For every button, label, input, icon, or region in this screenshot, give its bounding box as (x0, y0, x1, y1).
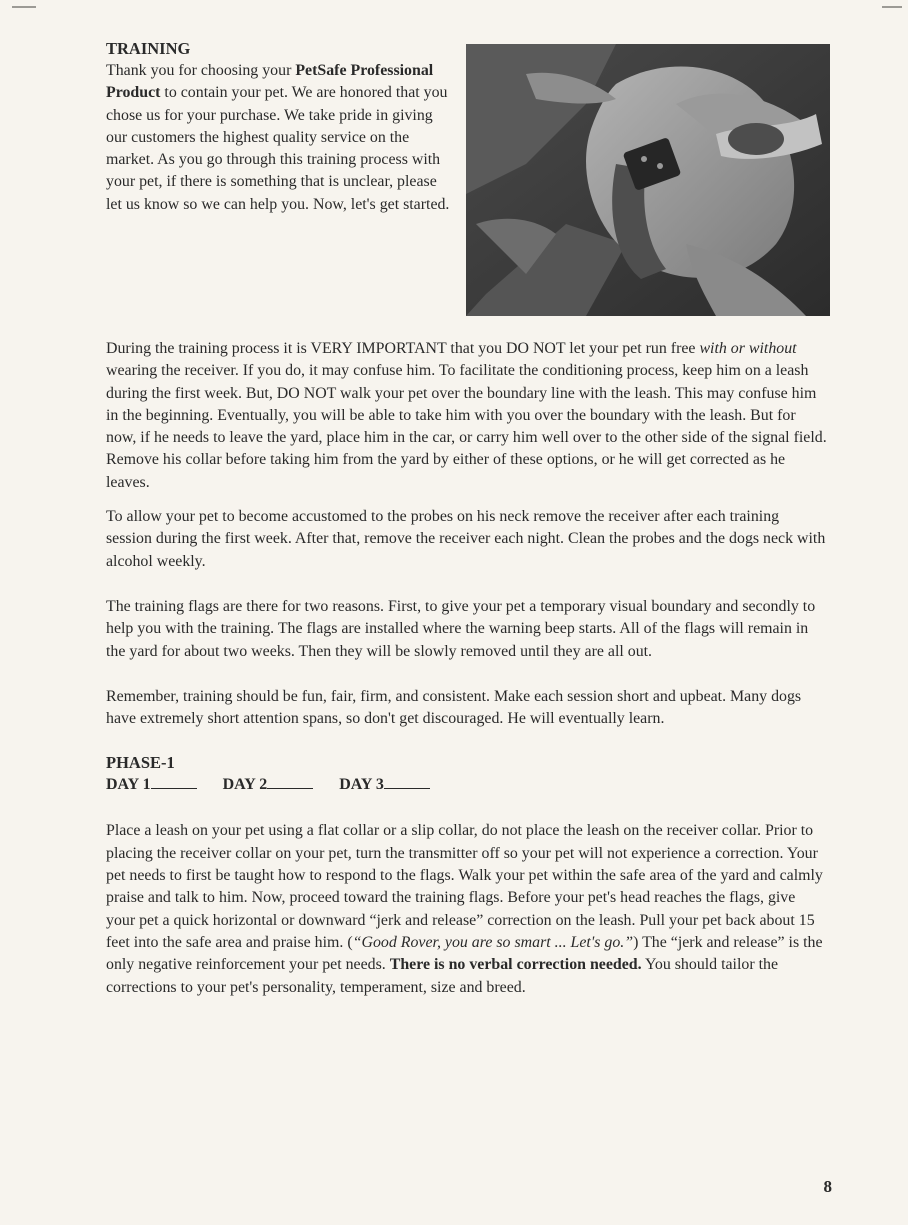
day-item (223, 774, 314, 796)
para5-text-1: Place a leash on your pet using a flat collar or a slip collar, do not place the leash on the receiver collar. Prior to placing the receiver collar on your pet, turn the transmitter off so your pet will not experience a correction. Your pet needs to first be taught how to respond to the flags. Walk your pet within the safe area of the yard and calmly praise and talk to him. Now, proceed toward the training flags. Before your pet's head reaches the flags, give your pet a quick horizontal or downward “jerk and release” correction on the leash. Pull your pet back about 15 feet into the safe area and praise him. ( (106, 822, 823, 951)
section-heading: TRAINING (106, 39, 191, 58)
intro-paragraph (106, 60, 454, 216)
day-label: DAY 1 (106, 776, 151, 794)
probes-paragraph: To allow your pet to become accustomed to the probes on his neck remove the receiver after each training session during the first week. After that, remove the receiver each night. Clean the probes and the dogs neck with alcohol weekly. (106, 508, 826, 570)
page-number: 8 (823, 1177, 832, 1196)
phase-heading: PHASE-1 (106, 753, 175, 773)
para5-italic: “Good Rover, you are so smart ... Let's go.” (352, 933, 634, 951)
phase1-instructions-paragraph (106, 820, 828, 998)
day-item (339, 774, 430, 796)
para1-text-1: During the training process it is VERY IMPORTANT that you DO NOT let your pet run free (106, 340, 700, 357)
remember-paragraph: Remember, training should be fun, fair, firm, and consistent. Make each session short and upbeat. Many dogs have extremely short attention spans, so don't get discouraged. He will eventually learn. (106, 687, 802, 728)
dog-with-receiver-collar-photo (466, 44, 830, 316)
day-blank-line (267, 774, 313, 789)
day-blank-line (151, 774, 197, 789)
day-blank-line (384, 774, 430, 789)
training-flags-paragraph: The training flags are there for two reasons. First, to give your pet a temporary visual boundary and secondly to help you with the training. The flags are installed where the warning beep starts. All of the flags will remain in the yard for about two weeks. Then they will be slowly removed until they are all out. (106, 597, 816, 660)
intro-text-1: Thank you for choosing your (106, 62, 296, 79)
leash-instructions-paragraph (106, 338, 828, 494)
para5-bold: There is no verbal correction needed. (389, 956, 642, 974)
para1-text-2: wearing the receiver. If you do, it may confuse him. To facilitate the conditioning process, keep him on a leash during the first week. But, DO NOT walk your pet over the boundary line with the leash. This may confuse him in the beginning. Eventually, you will be able to take him with you over the boundary with the leash. But for now, if he needs to leave the yard, place him in the car, or carry him well over to the other side of the signal field. Remove his collar before taking him from the yard by either of these options, or he will get corrected as he leaves. (106, 362, 827, 491)
para5-text-3: You should tailor the corrections to your pet's personality, temperament, size and breed. (106, 956, 779, 996)
day-label: DAY 2 (222, 776, 268, 794)
intro-text-column (106, 38, 454, 216)
para1-italic: with or without (699, 340, 797, 357)
para5-text-2: ) The “jerk and release” is the only negative reinforcement your pet needs. (106, 933, 823, 974)
day-item (106, 774, 197, 796)
document-page (106, 38, 828, 999)
scan-edge-mark-right (882, 6, 902, 8)
day-checklist (106, 774, 828, 796)
intro-text-2: to contain your pet. We are honored that you chose us for your purchase. We take pride in giving our customers the highest quality service on the market. As you go through this training process with your pet, if there is something that is unclear, please let us know so we can help you. Now, let's get started. (106, 84, 450, 213)
phase-block (106, 752, 828, 796)
scan-edge-mark-left (12, 6, 36, 8)
intro-section (106, 38, 828, 338)
day-label: DAY 3 (339, 776, 384, 794)
product-name: PetSafe Professional Product (106, 62, 434, 102)
